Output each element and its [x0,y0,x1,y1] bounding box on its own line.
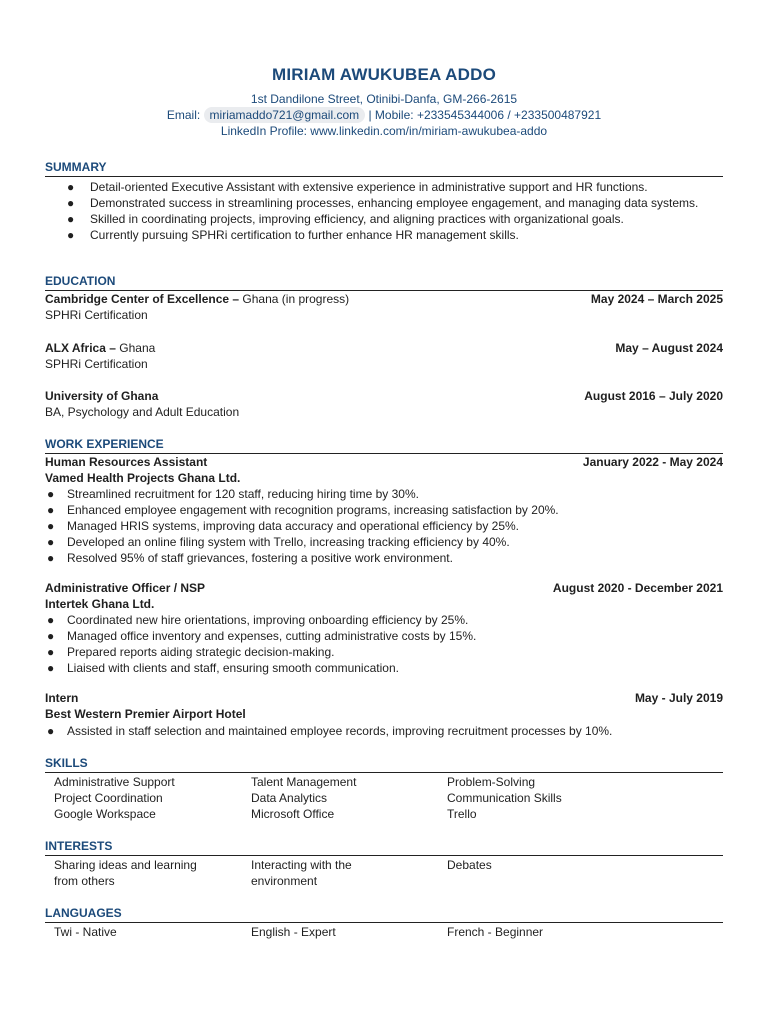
bullet-icon: ● [47,661,55,676]
job-entry [45,690,723,738]
skill-item: Data Analytics [251,790,328,805]
job-bullet [45,534,723,550]
skill-item: Problem-Solving [447,774,536,789]
job-bullet-text: Developed an online filing system with Trello, increasing tracking efficiency by 40%. [67,535,510,550]
candidate-name: MIRIAM AWUKUBEA ADDO [271,65,497,84]
contact-line [45,107,723,123]
summary-section [45,159,723,243]
work-heading: WORK EXPERIENCE [45,436,723,454]
bullet-icon: ● [47,645,55,660]
summary-item [45,195,723,211]
job-bullet [45,660,723,676]
skills-heading: SKILLS [45,755,723,773]
resume-header [45,64,723,139]
job-bullet [45,518,723,534]
bullet-icon: ● [47,503,55,518]
summary-list [45,179,723,243]
institution-location: Ghana [115,340,156,355]
skill-item: Administrative Support [54,774,175,789]
bullet-icon: ● [47,551,55,566]
bullet-icon: ● [47,519,55,534]
education-dates: August 2016 – July 2020 [584,388,723,403]
job-company: Best Western Premier Airport Hotel [45,707,246,722]
job-bullet-text: Managed office inventory and expenses, cutting administrative costs by 15%. [67,629,477,644]
job-dates: May - July 2019 [634,691,723,706]
interest-item: Interacting with the environment [251,858,352,888]
skill-item: Communication Skills [447,790,562,805]
bullet-icon: ● [47,487,55,502]
job-bullet-text: Managed HRIS systems, improving data accuracy and operational efficiency by 25%. [67,519,520,534]
languages-grid [45,924,723,940]
summary-item [45,227,723,243]
summary-heading: SUMMARY [45,159,723,177]
job-bullets [45,486,723,566]
job-role: Intern [45,691,79,706]
interests-grid [45,857,723,889]
summary-text: Detail-oriented Executive Assistant with extensive experience in administrative support and HR functions. [90,180,648,195]
job-dates: January 2022 - May 2024 [582,455,723,470]
summary-text: Skilled in coordinating projects, improving efficiency, and aligning practices with organizational goals. [90,212,624,227]
education-dates: May 2024 – March 2025 [590,292,723,307]
education-section [45,273,723,420]
bullet-icon: ● [47,629,55,644]
languages-heading: LANGUAGES [45,905,723,923]
job-bullet-text: Assisted in staff selection and maintained employee records, improving recruitment processes by 10%. [67,723,613,738]
job-bullet [45,486,723,502]
linkedin-link[interactable]: LinkedIn Profile: www.linkedin.com/in/miriam-awukubea-addo [220,123,548,138]
job-bullet-text: Prepared reports aiding strategic decision-making. [67,645,335,660]
summary-text: Currently pursuing SPHRi certification to further enhance HR management skills. [90,228,519,243]
skill-item: Talent Management [251,774,357,789]
education-heading: EDUCATION [45,273,723,291]
institution-name: Cambridge Center of Excellence – [45,292,240,307]
job-bullet [45,502,723,518]
bullet-icon: ● [67,228,75,243]
job-bullet-text: Resolved 95% of staff grievances, fostering a positive work environment. [67,551,453,566]
bullet-icon: ● [67,212,75,227]
education-entry [45,388,723,420]
job-bullet [45,612,723,628]
interests-section [45,838,723,889]
job-bullet-text: Coordinated new hire orientations, improving onboarding efficiency by 25%. [67,613,469,628]
job-bullets [45,723,723,739]
language-item: French - Beginner [447,925,544,940]
languages-section [45,905,723,940]
bullet-icon: ● [67,196,75,211]
job-bullet [45,723,723,739]
email-link[interactable]: miriamaddo721@gmail.com [204,107,366,123]
bullet-icon: ● [47,613,55,628]
education-entry [45,340,723,372]
job-role: Administrative Officer / NSP [45,581,206,596]
job-dates: August 2020 - December 2021 [552,581,723,596]
education-detail: SPHRi Certification [45,356,148,371]
job-entry [45,454,723,566]
summary-item [45,179,723,195]
language-item: Twi - Native [54,925,117,940]
email-label: Email: [166,107,201,122]
education-detail: BA, Psychology and Adult Education [45,404,240,419]
bullet-icon: ● [47,535,55,550]
institution-name: ALX Africa – [45,340,116,355]
job-company: Intertek Ghana Ltd. [45,597,155,612]
summary-text: Demonstrated success in streamlining processes, enhancing employee engagement, and managing data systems. [90,196,699,211]
skills-section [45,755,723,822]
job-bullet [45,628,723,644]
job-bullet-text: Enhanced employee engagement with recognition programs, increasing satisfaction by 20%. [67,503,559,518]
address-line: 1st Dandilone Street, Otinibi-Danfa, GM-266-2615 [250,91,518,106]
interest-item: Debates [447,858,492,872]
institution-location: Ghana (in progress) [239,292,350,307]
job-entry [45,580,723,676]
language-item: English - Expert [251,925,336,940]
skill-item: Microsoft Office [251,806,335,821]
job-bullet-text: Streamlined recruitment for 120 staff, reducing hiring time by 30%. [67,487,419,502]
job-role: Human Resources Assistant [45,455,208,470]
work-section [45,436,723,739]
education-entry [45,291,723,323]
interests-heading: INTERESTS [45,838,723,856]
job-bullet-text: Liaised with clients and staff, ensuring smooth communication. [67,661,399,676]
bullet-icon: ● [47,723,55,738]
summary-item [45,211,723,227]
institution-name: University of Ghana [45,388,159,403]
mobile-text: | Mobile: +233545344006 / +233500487921 [368,107,602,122]
job-company: Vamed Health Projects Ghana Ltd. [45,471,241,486]
job-bullet [45,644,723,660]
interest-item: Sharing ideas and learning from others [54,858,197,888]
job-bullets [45,612,723,676]
skill-item: Google Workspace [54,806,156,821]
education-detail: SPHRi Certification [45,308,148,323]
skill-item: Trello [447,806,477,821]
education-dates: May – August 2024 [615,340,723,355]
skill-item: Project Coordination [54,790,163,805]
skills-grid [45,774,723,822]
job-bullet [45,550,723,566]
bullet-icon: ● [67,180,75,195]
